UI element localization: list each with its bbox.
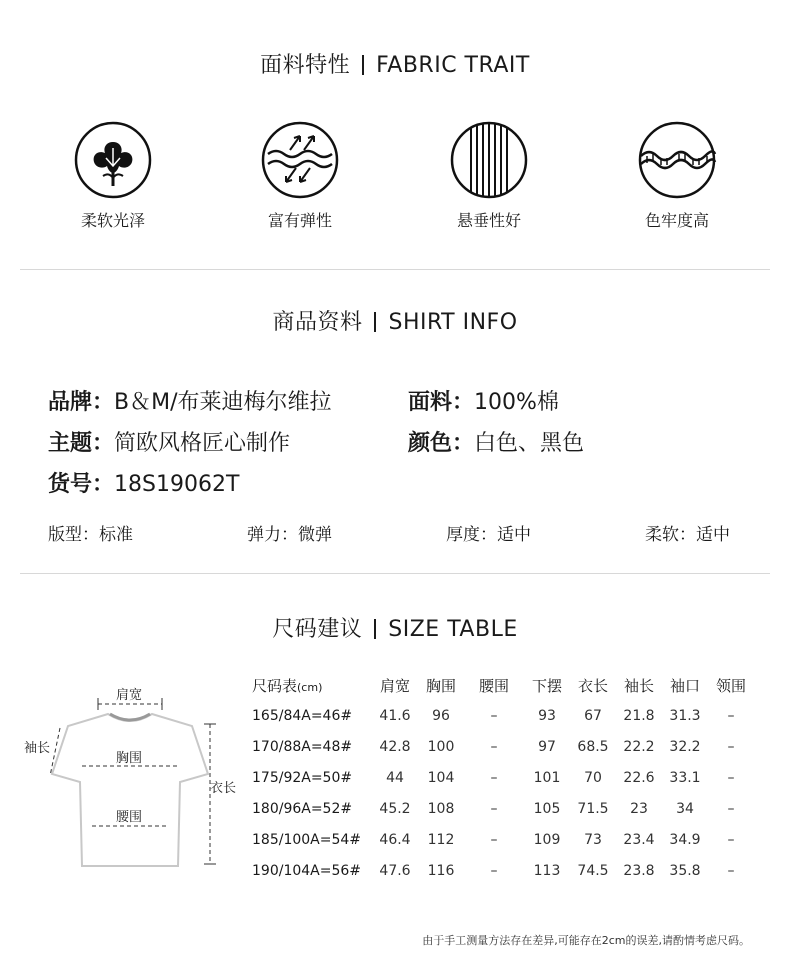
header-cell: 袖长 (623, 676, 654, 695)
table-cell: 23 (630, 800, 648, 817)
trait-label: 柔软光泽 (80, 211, 145, 230)
material-label: 面料： (408, 390, 475, 415)
table-cell: 100 (427, 738, 455, 755)
table-row (248, 793, 754, 824)
trait-colorfast (617, 120, 737, 231)
table-cell: 23.4 (623, 831, 655, 848)
table-cell: – (490, 769, 498, 786)
attr-thickness (446, 520, 531, 545)
table-cell: 70 (584, 769, 602, 786)
divider (20, 573, 770, 574)
color-row (408, 426, 584, 457)
table-cell: 170/88A=48# (252, 738, 353, 755)
divider (20, 269, 770, 270)
attr-softness (645, 520, 730, 545)
trait-label: 色牢度高 (644, 211, 709, 230)
table-cell: – (727, 707, 735, 724)
brand-row (48, 385, 332, 416)
size-table-header (248, 670, 754, 700)
table-cell: 116 (427, 862, 455, 879)
header-cell: 衣长 (577, 676, 608, 695)
table-cell: 175/92A=50# (252, 769, 353, 786)
table-cell: – (727, 831, 735, 848)
table-cell: – (490, 738, 498, 755)
table-row (248, 855, 754, 886)
title-separator (374, 619, 376, 639)
header-cell: 腰围 (478, 676, 509, 695)
size-title-cn: 尺码建议 (272, 617, 363, 642)
table-cell: 104 (427, 769, 455, 786)
theme-label: 主题： (48, 431, 115, 456)
title-separator (362, 55, 364, 75)
table-cell: 71.5 (577, 800, 609, 817)
table-cell: 190/104A=56# (252, 862, 362, 879)
table-cell: 22.2 (623, 738, 655, 755)
table-cell: 108 (427, 800, 455, 817)
material-row (408, 385, 559, 416)
table-cell: 96 (432, 707, 450, 724)
brand-label: 品牌： (48, 390, 115, 415)
table-row (248, 700, 754, 731)
table-cell: – (727, 862, 735, 879)
table-cell: 34.9 (669, 831, 701, 848)
table-cell: 35.8 (669, 862, 701, 879)
cotton-icon (73, 120, 153, 200)
trait-elastic (240, 120, 360, 231)
size-section-title (0, 612, 790, 643)
fabric-title-en: FABRIC TRAIT (376, 53, 530, 78)
tshirt-diagram (20, 680, 250, 880)
table-cell: 45.2 (379, 800, 411, 817)
diagram-sleeve-label: 袖长 (24, 741, 51, 756)
color-label: 颜色： (408, 431, 475, 456)
sku-label: 货号： (48, 472, 115, 497)
table-cell: 165/84A=46# (252, 707, 353, 724)
header-cell: 胸围 (425, 676, 456, 695)
attr-label: 弹力： (247, 525, 298, 545)
table-cell: – (727, 800, 735, 817)
trait-soft-luster (53, 120, 173, 231)
table-cell: 74.5 (577, 862, 609, 879)
sku-row (48, 467, 239, 498)
table-cell: 21.8 (623, 707, 655, 724)
table-cell: 97 (538, 738, 556, 755)
attr-value: 微弹 (298, 525, 332, 545)
material-value: 100%棉 (474, 390, 559, 415)
table-cell: 109 (533, 831, 561, 848)
table-cell: 44 (386, 769, 404, 786)
theme-value: 简欧风格匠心制作 (114, 431, 291, 456)
trait-drape (429, 120, 549, 231)
trait-label: 悬垂性好 (456, 211, 521, 230)
theme-row (48, 426, 290, 457)
table-cell: 22.6 (623, 769, 655, 786)
diagram-waist-label: 腰围 (116, 810, 143, 825)
title-separator (374, 312, 376, 332)
table-row (248, 731, 754, 762)
table-cell: 23.8 (623, 862, 655, 879)
table-cell: 185/100A=54# (252, 831, 362, 848)
fabric-title-cn: 面料特性 (260, 53, 351, 78)
table-cell: 68.5 (577, 738, 609, 755)
elasticity-icon (260, 120, 340, 200)
measurement-note: 由于手工测量方法存在差异,可能存在2cm的误差,请酌情考虑尺码。 (422, 934, 750, 947)
table-cell: – (490, 800, 498, 817)
drape-icon (449, 120, 529, 200)
table-row (248, 824, 754, 855)
table-cell: – (490, 707, 498, 724)
fabric-section-title (0, 48, 790, 79)
brand-value: B＆M/布莱迪梅尔维拉 (114, 390, 332, 415)
attr-value: 标准 (99, 525, 133, 545)
table-cell: 46.4 (379, 831, 411, 848)
header-size (248, 670, 372, 700)
header-cell: 袖口 (669, 676, 700, 695)
table-cell: 112 (427, 831, 455, 848)
sku-value: 18S19062T (114, 472, 240, 497)
table-row (248, 762, 754, 793)
table-cell: 101 (533, 769, 561, 786)
attr-label: 版型： (48, 525, 99, 545)
table-cell: 47.6 (379, 862, 411, 879)
diagram-length-label: 衣长 (210, 781, 237, 796)
table-cell: 34 (676, 800, 694, 817)
attr-label: 厚度： (446, 525, 497, 545)
table-cell: 180/96A=52# (252, 800, 353, 817)
table-cell: 32.2 (669, 738, 701, 755)
table-cell: – (490, 831, 498, 848)
header-cell: 肩宽 (379, 676, 410, 695)
size-title-en: SIZE TABLE (388, 617, 518, 642)
table-cell: 105 (533, 800, 561, 817)
header-cell: 下摆 (531, 676, 562, 695)
header-cell: 领围 (715, 676, 746, 695)
attr-label: 柔软： (645, 525, 696, 545)
attr-elasticity (247, 520, 332, 545)
table-cell: – (727, 769, 735, 786)
diagram-chest-label: 胸围 (116, 751, 143, 766)
table-cell: 93 (538, 707, 556, 724)
attr-value: 适中 (696, 525, 730, 545)
trait-label: 富有弹性 (267, 211, 332, 230)
size-table (248, 670, 754, 886)
header-size-label: 尺码表 (252, 676, 298, 695)
table-cell: 113 (533, 862, 561, 879)
table-cell: 42.8 (379, 738, 411, 755)
table-cell: 73 (584, 831, 602, 848)
attr-value: 适中 (497, 525, 531, 545)
table-cell: 33.1 (669, 769, 701, 786)
attr-fit (48, 520, 133, 545)
info-title-en: SHIRT INFO (388, 310, 518, 335)
table-cell: 31.3 (669, 707, 701, 724)
table-cell: 41.6 (379, 707, 411, 724)
info-section-title (0, 305, 790, 336)
table-cell: – (727, 738, 735, 755)
header-unit: (cm) (297, 680, 323, 694)
colorfast-icon (637, 120, 717, 200)
diagram-shoulder-label: 肩宽 (116, 688, 143, 703)
table-cell: – (490, 862, 498, 879)
color-value: 白色、黑色 (474, 431, 585, 456)
info-title-cn: 商品资料 (272, 310, 363, 335)
table-cell: 67 (584, 707, 602, 724)
